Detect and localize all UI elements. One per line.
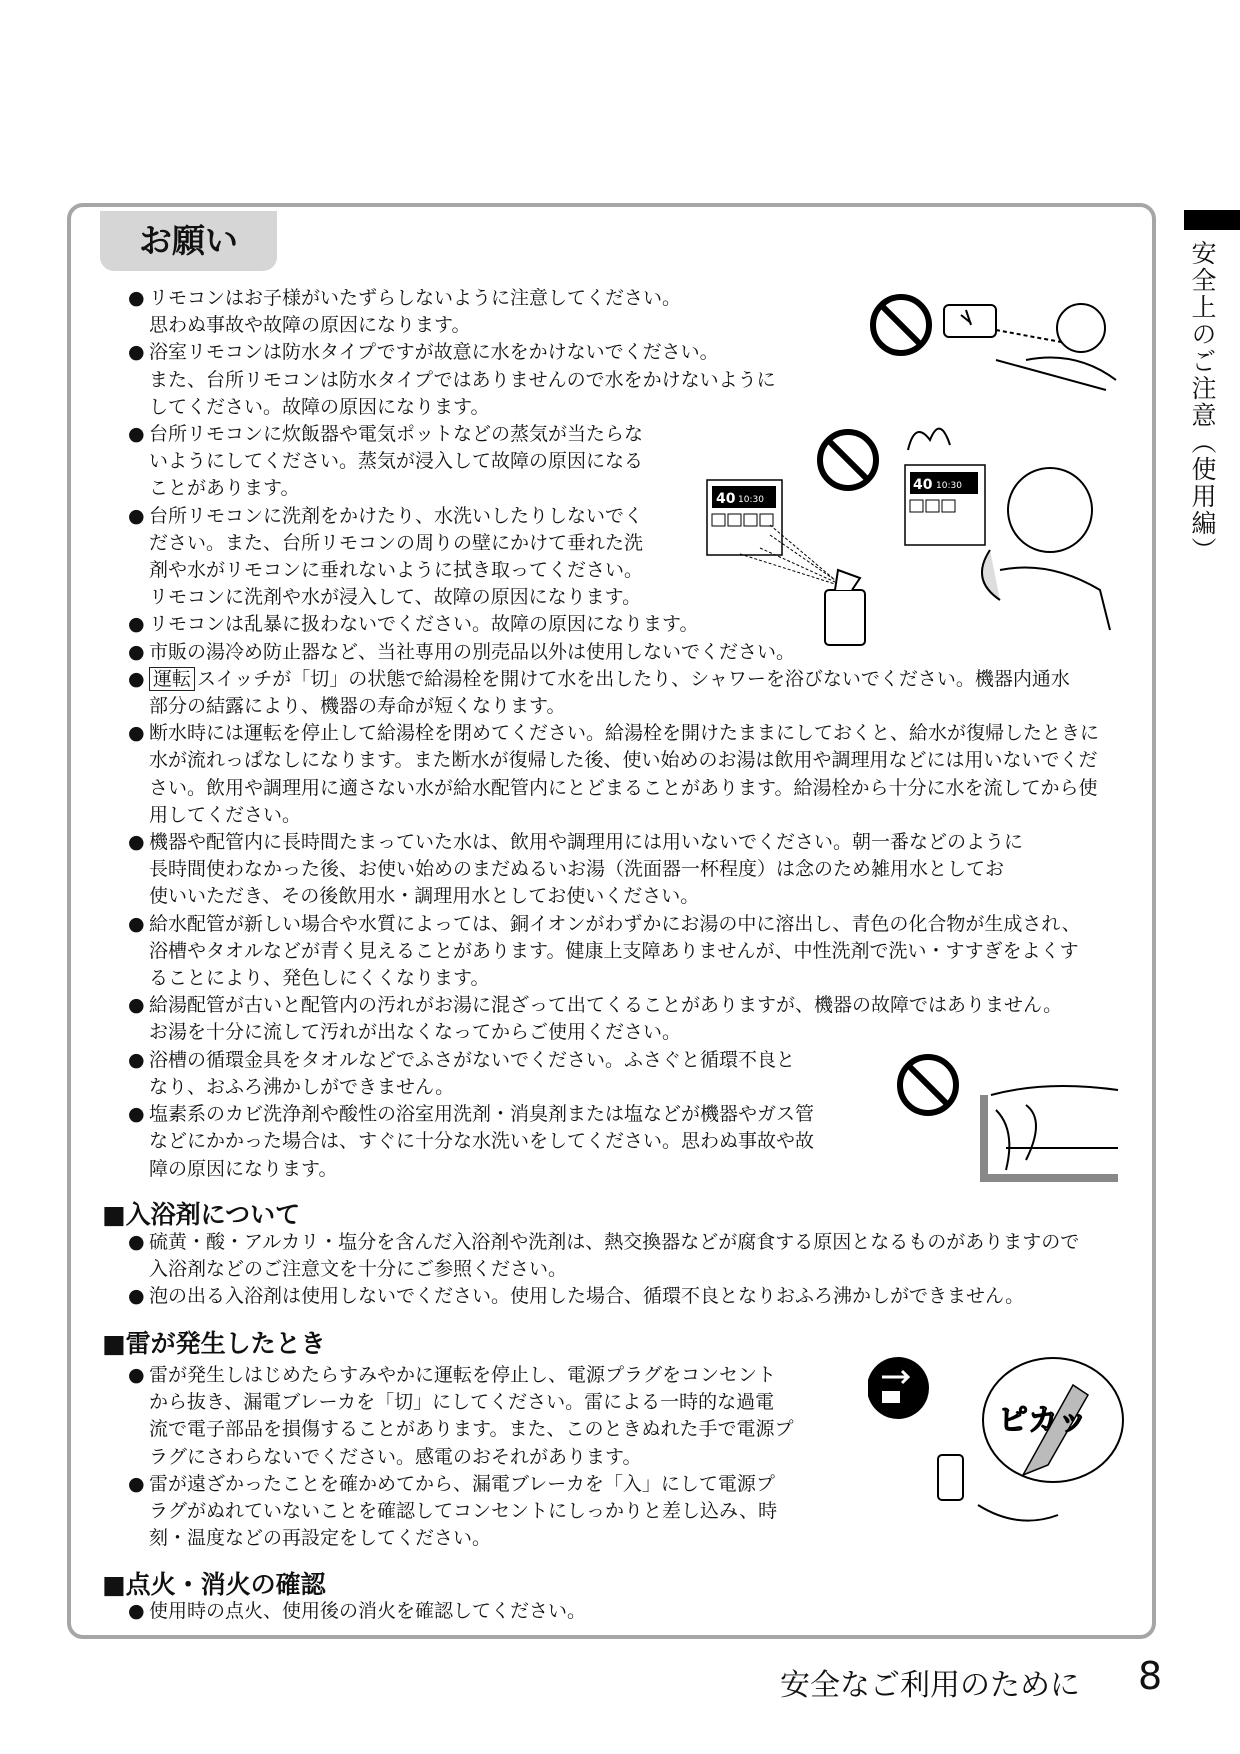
bullet-icon: ● — [128, 1472, 145, 1495]
list-item — [128, 666, 1099, 720]
kitchen-remote-steam-detergent-illustration — [700, 420, 1120, 650]
page-number: 8 — [1138, 1654, 1163, 1698]
list-item — [128, 1471, 793, 1553]
kitchen-remote-left — [707, 480, 782, 555]
bullet-icon: ● — [128, 1600, 145, 1622]
item-text: スイッチが「切」の状態で給湯栓を開けて水を出したり、シャワーを浴びないでください。機器内通水 — [197, 667, 1070, 690]
item-text-line — [149, 666, 1099, 693]
prohibition-icon — [873, 297, 929, 353]
item-text-line: リモコンに洗剤や水が浸入して、故障の原因になります。 — [149, 586, 642, 609]
bullet-icon: ● — [128, 1103, 145, 1126]
list-item — [128, 992, 1099, 1046]
item-text-line: 用してください。 — [149, 803, 302, 826]
bullet-icon: ● — [128, 667, 145, 690]
bullet-icon: ● — [128, 831, 145, 854]
item-text-line: また、台所リモコンは防水タイプではありませんので水をかけないように — [149, 368, 776, 391]
remote-temp-display-2: 40 — [913, 477, 933, 493]
prohibition-icon — [900, 1057, 956, 1113]
bullet-icon: ● — [128, 341, 145, 364]
item-text-line: 長時間使わなかった後、お使い始めのまだぬるいお湯（洗面器一杯程度）は念のため雑用水としてお — [149, 858, 1005, 881]
child-spraying-remote-illustration — [866, 290, 1126, 400]
list-item — [128, 1598, 586, 1625]
item-text-line: ラグにさわらないでください。感電のおそれがあります。 — [149, 1445, 642, 1468]
item-text-line: ることにより、発色しにくくなります。 — [149, 967, 490, 990]
bullet-icon: ● — [128, 640, 145, 663]
bullet-icon: ● — [128, 1364, 145, 1386]
item-text-line: 硫黄・酸・アルカリ・塩分を含んだ入浴剤や洗剤は、熱交換器などが腐食する原因となるものがありますので — [149, 1231, 1080, 1253]
item-text-line: 浴室リモコンは防水タイプですが故意に水をかけないでください。 — [149, 341, 719, 364]
item-text-line: 使用時の点火、使用後の消火を確認してください。 — [149, 1600, 587, 1622]
section-heading-lightning: ■雷が発生したとき — [102, 1329, 326, 1358]
item-text-line: なり、おふろ沸かしができません。 — [149, 1075, 455, 1098]
ignition-list — [128, 1598, 586, 1625]
remote-time-display: 10:30 — [738, 495, 764, 505]
lightning-unplug-illustration — [868, 1355, 1128, 1530]
item-text-line: 雷が遠ざかったことを確かめてから、漏電ブレーカを「入」にして電源プ — [149, 1472, 775, 1495]
bathtub-towel-illustration — [896, 1050, 1126, 1185]
item-text-line: リモコンは乱暴に扱わないでください。故障の原因になります。 — [149, 613, 699, 636]
bullet-icon: ● — [128, 287, 145, 309]
bullet-icon: ● — [128, 1285, 145, 1308]
item-text-line: 断水時には運転を停止して給湯栓を閉めてください。給湯栓を開けたままにしておくと、給水が復帰したときに — [149, 722, 1100, 745]
lightning-sound-text: ピカッ — [998, 1403, 1088, 1438]
item-text-line: 水が流れっぱなしになります。また断水が復帰した後、使い始めのお湯は飲用や調理用などには用いないでくだ — [149, 749, 1098, 772]
item-text-line: ことがあります。 — [149, 477, 300, 500]
item-text-line: いようにしてください。蒸気が浸入して故障の原因になる — [149, 450, 644, 473]
item-text-line: 使いいただき、その後飲用水・調理用水としてお使いください。 — [149, 885, 700, 908]
kitchen-remote-right — [905, 429, 985, 545]
footer-title: 安全なご利用のために — [780, 1668, 1080, 1703]
item-text-line: 泡の出る入浴剤は使用しないでください。使用した場合、循環不良となりおふろ沸かしができません。 — [149, 1285, 1025, 1308]
lightning-list — [128, 1362, 793, 1552]
side-section-label: 安全上のご注意（使用編） — [1188, 240, 1217, 564]
item-text-line: してください。故障の原因になります。 — [149, 395, 490, 418]
bullet-icon: ● — [128, 1231, 145, 1253]
item-text-line: お湯を十分に流して汚れが出なくなってからご使用ください。 — [149, 1021, 682, 1044]
section-tab-marker — [1184, 210, 1240, 230]
prohibition-icon — [820, 432, 876, 488]
item-text-line: などにかかった場合は、すぐに十分な水洗いをしてください。思わぬ事故や故 — [149, 1130, 815, 1153]
unplug-icon — [868, 1357, 929, 1419]
list-item — [128, 1229, 1079, 1283]
item-text-line: 給水配管が新しい場合や水質によっては、銅イオンがわずかにお湯の中に溶出し、青色の化合物が生成され、 — [149, 912, 1081, 935]
item-text-line: 機器や配管内に長時間たまっていた水は、飲用や調理用には用いないでください。朝一番などのように — [149, 831, 1024, 854]
bullet-icon: ● — [128, 722, 145, 745]
item-text-line: 台所リモコンに炊飯器や電気ポットなどの蒸気が当たらな — [149, 423, 644, 446]
item-text-line: 思わぬ事故や故障の原因になります。 — [149, 314, 471, 337]
bath-additive-list — [128, 1229, 1079, 1311]
item-text-line: 塩素系のカビ洗浄剤や酸性の浴室用洗剤・消臭剤または塩などが機器やガス管 — [149, 1103, 815, 1126]
section-heading-bath-additive: ■入浴剤について — [102, 1200, 301, 1229]
item-text-line: 障の原因になります。 — [149, 1157, 338, 1180]
bullet-icon: ● — [128, 504, 145, 527]
bullet-icon: ● — [128, 994, 145, 1017]
item-text-line: 流で電子部品を損傷することがあります。また、このときぬれた手で電源プ — [149, 1418, 794, 1441]
notice-title: お願い — [100, 211, 277, 271]
bullet-icon: ● — [128, 1048, 145, 1071]
item-text-line: ラグがぬれていないことを確認してコンセントにしっかりと差し込み、時 — [149, 1500, 778, 1523]
item-text-line: さい。飲用や調理用に適さない水が給水配管内にとどまることがあります。給湯栓から十分に水を流してから使 — [149, 776, 1098, 799]
item-text-line: 剤や水がリモコンに垂れないように拭き取ってください。 — [149, 559, 644, 582]
bullet-icon: ● — [128, 423, 145, 446]
item-text-line: 入浴剤などのご注意文を十分にご参照ください。 — [149, 1258, 568, 1281]
spray-bottle-icon — [825, 570, 865, 645]
operation-switch-label: 運転 — [149, 667, 195, 691]
remote-time-display-2: 10:30 — [936, 481, 962, 491]
item-text-line: 雷が発生しはじめたらすみやかに運転を停止し、電源プラグをコンセント — [149, 1364, 777, 1386]
item-text-line: 刻・温度などの再設定をしてください。 — [149, 1527, 492, 1550]
list-item — [128, 1283, 1079, 1310]
bullet-icon: ● — [128, 613, 145, 636]
item-text-line: 台所リモコンに洗剤をかけたり、水洗いしたりしないでく — [149, 504, 644, 527]
item-text-line: 給湯配管が古いと配管内の汚れがお湯に混ざって出てくることがありますが、機器の故障ではありません。 — [149, 994, 1063, 1017]
woman-illustration — [982, 468, 1110, 630]
remote-temp-display: 40 — [716, 491, 736, 507]
list-item — [128, 720, 1099, 829]
item-text-line: リモコンはお子様がいたずらしないように注意してください。 — [149, 287, 682, 309]
list-item — [128, 1362, 793, 1471]
section-heading-ignition: ■点火・消火の確認 — [102, 1570, 326, 1599]
item-text-line: 浴槽の循環金具をタオルなどでふさがないでください。ふさぐと循環不良と — [149, 1048, 796, 1071]
item-text-line: から抜き、漏電ブレーカを「切」にしてください。雷による一時的な過電 — [149, 1391, 775, 1414]
bullet-icon: ● — [128, 912, 145, 935]
item-text-line: ださい。また、台所リモコンの周りの壁にかけて垂れた洗 — [149, 531, 644, 554]
list-item — [128, 829, 1099, 911]
item-text-line: 浴槽やタオルなどが青く見えることがあります。健康上支障ありませんが、中性洗剤で洗い・すすぎをよくす — [149, 939, 1079, 962]
list-item — [128, 911, 1099, 993]
item-text-line: 部分の結露により、機器の寿命が短くなります。 — [149, 695, 566, 718]
item-text-line: 市販の湯冷め防止器など、当社専用の別売品以外は使用しないでください。 — [149, 640, 796, 663]
